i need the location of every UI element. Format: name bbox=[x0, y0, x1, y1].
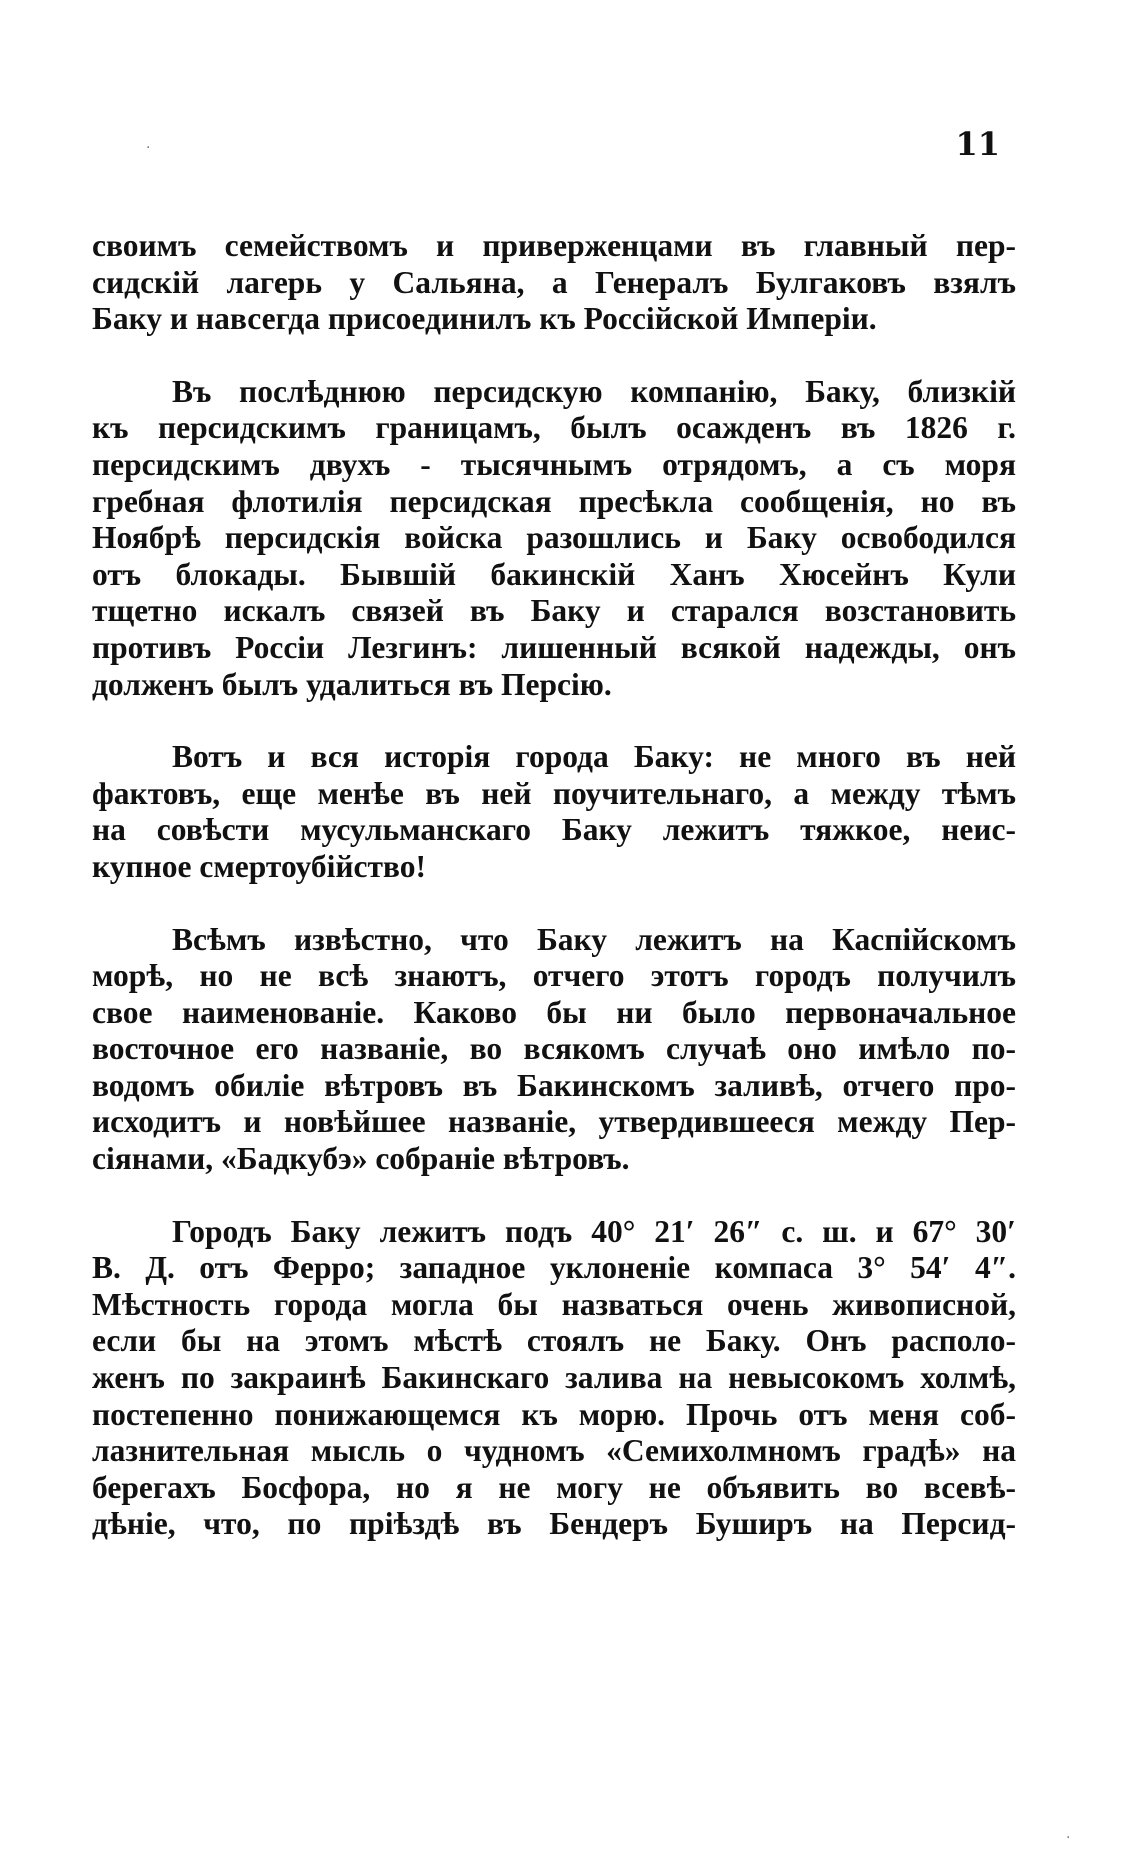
text-line: тщетно искалъ связей въ Баку и старался возстановить bbox=[92, 593, 1016, 629]
body-text bbox=[92, 228, 1016, 1543]
scan-speck: · bbox=[1066, 1830, 1071, 1846]
paragraph-4 bbox=[92, 922, 1016, 1178]
text-line: свое наименованіе. Каково бы ни было первоначальное bbox=[92, 994, 1016, 1030]
text-line: противъ Россіи Лезгинъ: лишенный всякой надежды, онъ bbox=[92, 629, 1016, 665]
paragraph-1 bbox=[92, 228, 1016, 338]
text-line: дѣніе, что, по пріѣздѣ въ Бендеръ Буширъ на Персид- bbox=[92, 1506, 1016, 1542]
text-line: гребная флотилія персидская пресѣкла сообщенія, но въ bbox=[92, 483, 1016, 519]
paragraph-3 bbox=[92, 739, 1016, 885]
text-line: персидскимъ двухъ - тысячнымъ отрядомъ, а съ моря bbox=[92, 446, 1016, 482]
text-line: Мѣстность города могла бы назваться очень живописной, bbox=[92, 1286, 1016, 1322]
text-line: лазнительная мысль о чудномъ «Семихолмномъ градѣ» на bbox=[92, 1433, 1016, 1469]
paragraph-5 bbox=[92, 1214, 1016, 1543]
scan-speck: · bbox=[146, 140, 151, 156]
text-line: исходитъ и новѣйшее названіе, утвердившееся между Пер- bbox=[92, 1104, 1016, 1140]
text-line: Городъ Баку лежитъ подъ 40° 21′ 26″ с. ш. и 67° 30′ bbox=[172, 1213, 1016, 1249]
text-line: Баку и навсегда присоединилъ къ Россійской Имперіи. bbox=[92, 301, 877, 337]
text-line: купное смертоубійство! bbox=[92, 848, 426, 884]
paragraph-2 bbox=[92, 374, 1016, 703]
text-line: Въ послѣднюю персидскую компанію, Баку, близкій bbox=[172, 373, 1016, 409]
text-line: морѣ, но не всѣ знаютъ, отчего этотъ городъ получилъ bbox=[92, 958, 1016, 994]
text-line: В. Д. отъ Ферро; западное уклоненіе компаса 3° 54′ 4″. bbox=[92, 1250, 1016, 1286]
text-line: фактовъ, еще менѣе въ ней поучительнаго, а между тѣмъ bbox=[92, 775, 1016, 811]
text-line: женъ по закраинѣ Бакинскаго залива на невысокомъ холмѣ, bbox=[92, 1360, 1016, 1396]
text-line: Всѣмъ извѣстно, что Баку лежитъ на Каспійскомъ bbox=[172, 921, 1016, 957]
text-line: своимъ семействомъ и приверженцами въ главный пер- bbox=[92, 228, 1016, 263]
text-line: отъ блокады. Бывшій бакинскій Ханъ Хюсейнъ Кули bbox=[92, 556, 1016, 592]
text-line: на совѣсти мусульманскаго Баку лежитъ тяжкое, неис- bbox=[92, 812, 1016, 848]
page-number: 11 bbox=[955, 125, 1000, 163]
text-line: сидскій лагерь у Сальяна, а Генералъ Булгаковъ взялъ bbox=[92, 264, 1016, 300]
text-line: долженъ былъ удалиться въ Персію. bbox=[92, 666, 612, 702]
text-line: водомъ обиліе вѣтровъ въ Бакинскомъ заливѣ, отчего про- bbox=[92, 1067, 1016, 1103]
text-line: сіянами, «Бадкубэ» собраніе вѣтровъ. bbox=[92, 1141, 630, 1177]
text-line: Ноябрѣ персидскія войска разошлись и Баку освободился bbox=[92, 520, 1016, 556]
text-line: если бы на этомъ мѣстѣ стоялъ не Баку. Онъ располо- bbox=[92, 1323, 1016, 1359]
text-line: постепенно понижающемся къ морю. Прочь отъ меня соб- bbox=[92, 1396, 1016, 1432]
text-line: берегахъ Босфора, но я не могу не объявить во всевѣ- bbox=[92, 1469, 1016, 1505]
text-line: къ персидскимъ границамъ, былъ осажденъ въ 1826 г. bbox=[92, 410, 1016, 446]
text-line: Вотъ и вся исторія города Баку: не много въ ней bbox=[172, 739, 1016, 775]
text-line: восточное его названіе, во всякомъ случаѣ оно имѣло по- bbox=[92, 1031, 1016, 1067]
